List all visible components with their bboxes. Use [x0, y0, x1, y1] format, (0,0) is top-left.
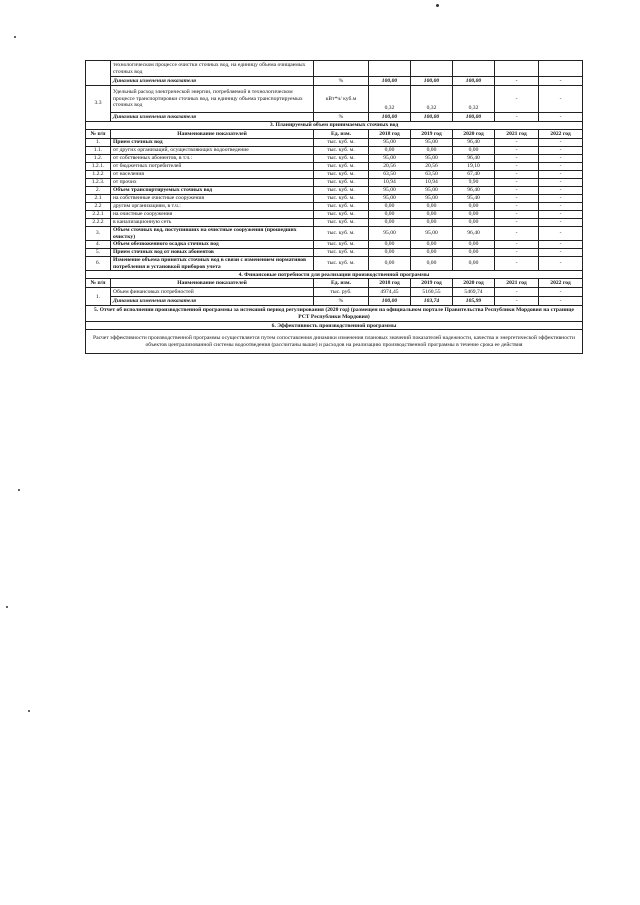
- table-row: 2.1 на собственные очистные сооружения тыс. куб. м. 95,00 95,00 95,40 - -: [86, 195, 583, 203]
- indicator-name: другим организациям, в т.ч.:: [111, 203, 314, 211]
- section-6-title: 6. Эффективность производственной программы: [86, 322, 583, 330]
- section-5-row: [86, 306, 583, 322]
- section-title-row: [86, 322, 583, 330]
- table-row: 2. Объем транспортируемых сточных вод тыс. куб. м. 95,00 95,00 96,40 - -: [86, 187, 583, 195]
- indicator-name: от бюджетных потребителей: [111, 163, 314, 171]
- table-row: 1. Объем финансовых потребностей тыс. руб. 4974,45 5160,55 5469,74 - -: [86, 288, 583, 297]
- dynamics-label: Динамика изменения показателя: [111, 77, 314, 86]
- section-title-row: [86, 122, 583, 130]
- dynamics-label: Динамика изменения показателя: [111, 297, 314, 306]
- table-row: 1. Прием сточных вод тыс. куб. м. 95,00 95,00 96,40 - -: [86, 139, 583, 147]
- section-4-title: 4. Финансовые потребности для реализации производственной программы: [86, 271, 583, 279]
- indicator-name: на очистные сооружения: [111, 211, 314, 219]
- table-row: 1.2.3. от прочих тыс. куб. м. 10,94 10,94 9,90 - -: [86, 179, 583, 187]
- table-row: [86, 61, 583, 77]
- scan-speck: [18, 489, 20, 491]
- table-row: Динамика изменения показателя % 100,00 100,00 100,00 - -: [86, 77, 583, 86]
- indicator-name: от населения: [111, 171, 314, 179]
- indicator-name: Объем сточных вод, поступивших на очистные сооружения (прошедших очистку): [111, 227, 314, 241]
- indicator-name: Удельный расход электрической энергии, потребляемой в технологическом процессе транспортировки сточных вод, на единицу объема транспортируемых сточных вод: [111, 86, 314, 113]
- table-row: 1.1. от других организаций, осуществляющих водоотведение тыс. куб. м. 0,00 0,00 0,00 - -: [86, 147, 583, 155]
- section-3-rows: [86, 139, 583, 271]
- table-row: 2.2.2 в канализационную сеть тыс. куб. м. 0,00 0,00 0,00 - -: [86, 219, 583, 227]
- indicator-name: Объем обезвоженного осадка сточных вод: [111, 241, 314, 249]
- indicator-name: от собственных абонентов, в т.ч.:: [111, 155, 314, 163]
- indicator-name: от прочих: [111, 179, 314, 187]
- table-row: 3. Объем сточных вод, поступивших на очистные сооружения (прошедших очистку) тыс. куб. м. 95,00 95,00 96,40 - -: [86, 227, 583, 241]
- table-header-row: № п/п Наименование показателей Ед. изм. 2018 год 2019 год 2020 год 2021 год 2022 год: [86, 279, 583, 288]
- scan-speck: [436, 4, 439, 7]
- dynamics-label: Динамика изменения показателя: [111, 113, 314, 122]
- section-title-row: [86, 271, 583, 279]
- section-6-row: [86, 330, 583, 354]
- table-header-row: № п/п Наименование показателей Ед. изм. 2018 год 2019 год 2020 год 2021 год 2022 год: [86, 130, 583, 139]
- scan-speck: [14, 36, 16, 38]
- table-row: 6. Изменение объема принятых сточных вод в связи с изменением нормативов потребления и установкой приборов учета тыс. куб. м. 0,00 0,00 0,00 - -: [86, 257, 583, 271]
- table-row: 1.2.2 от населения тыс. куб. м. 63,50 63,50 67,40 - -: [86, 171, 583, 179]
- table-row: 4. Объем обезвоженного осадка сточных вод тыс. куб. м. 0,00 0,00 0,00 - -: [86, 241, 583, 249]
- table-row: 2.2.1 на очистные сооружения тыс. куб. м. 0,00 0,00 0,00 - -: [86, 211, 583, 219]
- table-row: 2.2 другим организациям, в т.ч.: тыс. куб. м. 0,00 0,00 0,00 - -: [86, 203, 583, 211]
- table-row: 5. Прием сточных вод от новых абонентов тыс. куб. м. 0,00 0,00 0,00 - -: [86, 249, 583, 257]
- main-table: [85, 60, 583, 354]
- table-row: 1.2.1. от бюджетных потребителей тыс. куб. м. 20,56 20,56 19,10 - -: [86, 163, 583, 171]
- indicator-name: на собственные очистные сооружения: [111, 195, 314, 203]
- indicator-name: Прием сточных вод от новых абонентов: [111, 249, 314, 257]
- scan-speck: [28, 710, 30, 712]
- indicator-name: Объем финансовых потребностей: [111, 288, 314, 297]
- table-row: 3.3 Удельный расход электрической энергии, потребляемой в технологическом процессе транспортировки сточных вод, на единицу объема транспортируемых сточных вод кВт*ч/ куб.м 0,32 0,32 0,32 - -: [86, 86, 583, 113]
- indicator-name: в канализационную сеть: [111, 219, 314, 227]
- indicator-name: от других организаций, осуществляющих водоотведение: [111, 147, 314, 155]
- indicator-name: Изменение объема принятых сточных вод в связи с изменением нормативов потребления и установкой приборов учета: [111, 257, 314, 271]
- table-row: Динамика изменения показателя % 100,00 100,00 100,00 - -: [86, 113, 583, 122]
- section-3-title: 3. Планируемый объем принимаемых сточных вод: [86, 122, 583, 130]
- table-row: 1.2. от собственных абонентов, в т.ч.: тыс. куб. м. 95,00 95,00 96,40 - -: [86, 155, 583, 163]
- indicator-name: технологическом процессе очистки сточных вод, на единицу объема очищаемых сточных вод: [111, 61, 314, 77]
- indicator-name: Объем транспортируемых сточных вод: [111, 187, 314, 195]
- section-5-text: 5. Отчет об исполнении производственной программы за истекший период регулирования (2020 год) (размещен на официальном портале Правительства Республики Мордовия на странице РСТ Республики Мордовия): [86, 306, 583, 322]
- section-6-text: Расчет эффективности производственной программы осуществляется путем сопоставления динамики изменения плановых значений показателей надежности, качества и энергетической эффективности объектов централизованной системы водоотведения (рассчитаны выше) и расходов на реализацию производственной программы в течение срока ее действия: [86, 330, 583, 354]
- indicator-name: Прием сточных вод: [111, 139, 314, 147]
- scan-speck: [6, 606, 8, 608]
- table-row: Динамика изменения показателя % 100,00 103,74 105,99 - -: [86, 297, 583, 306]
- document-page: [85, 60, 582, 354]
